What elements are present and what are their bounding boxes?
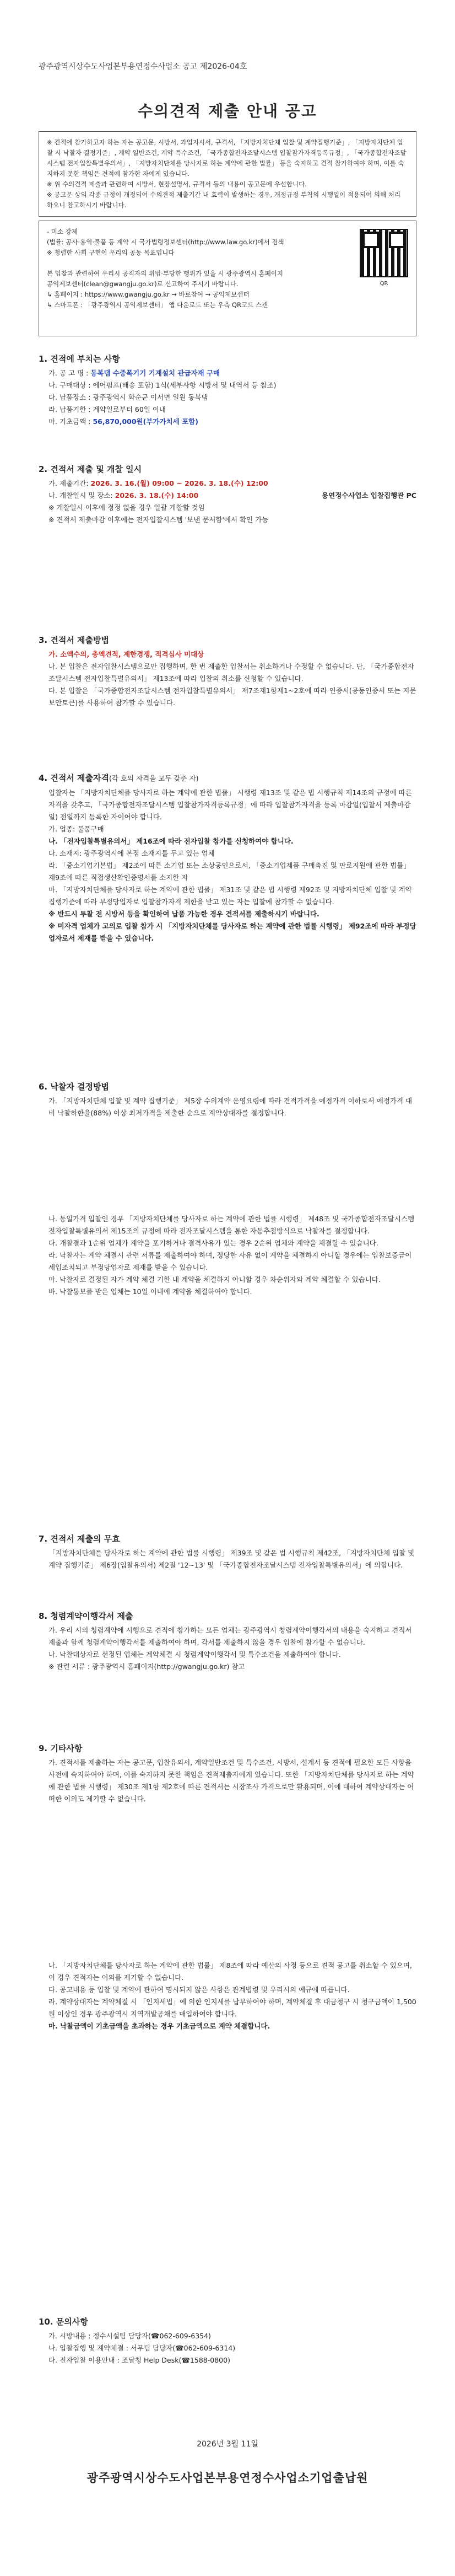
section-line: 나. 동일가격 입찰인 경우 「지방자치단체를 당사자로 하는 계약에 관한 법률 시행령」 제48조 및 국가종합전자조달시스템 전자입찰특별유의서 제15조의 규정에 따라 전자조달시스템을 통한 자동추첨방식으로 낙찰자를 결정합니다.: [48, 1215, 415, 1235]
section-1: [39, 353, 416, 428]
section-line: 「지방자치단체를 당사자로 하는 계약에 관한 법률 시행령」 제39조 및 같은 법 시행규칙 제42조, 「지방자치단체 입찰 및 계약 집행기준」 제6장(입찰유의서) 제2절 '12~13' 및 「국가종합전자조달시스템 전자입찰특별유의서」에 의합니다.: [48, 1549, 415, 1569]
section-line: 바. 낙찰통보를 받은 업체는 10일 이내에 계약을 체결하여야 합니다.: [48, 1287, 252, 1296]
guide-line: ※ 청렴한 사회 구현이 우리의 공동 목표입니다: [47, 249, 175, 256]
section-line: ※ 관련 서류 : 광주광역시 홈페이지(http://gwangju.go.kr) 참고: [48, 1662, 245, 1671]
section-heading: 10. 문의사항: [39, 2317, 88, 2327]
section-line: 마. 낙찰자로 결정된 자가 계약 체결 기한 내 계약을 체결하지 아니할 경우 차순위자와 계약 체결할 수 있습니다.: [48, 1275, 381, 1284]
section-8: [39, 1610, 416, 1673]
notice-name: 동복댐 수중폭기기 기계설치 관급자재 구매: [90, 369, 220, 377]
section-line: 가. 우리 시의 청렴계약에 시행으로 견적에 참가하는 모든 업체는 광주광역시 청렴계약이행각서의 내용을 숙지하고 견적서 제출과 함께 청렴계약이행각서를 제출하여야 하며, 각서를 제출하지 않을 경우 입찰에 참가할 수 없습니다.: [48, 1626, 412, 1646]
contact-line: 나. 입찰집행 및 계약체결 : 서무팀 담당자(☎062-609-6314): [48, 2344, 236, 2352]
section-heading: 3. 견적서 제출방법: [39, 635, 110, 645]
section-line: 마. 「지방자치단체를 당사자로 하는 계약에 관한 법률」 제31조 및 같은 법 시행령 제92조 및 지방자치단체 입찰 및 계약 집행기준에 따라 부정당업자로 입찰참가자격 제한을 받고 있는 자는 입찰에 참가할 수 없습니다.: [48, 886, 412, 906]
section-line: 나. 「지방자치단체를 당사자로 하는 계약에 관한 법률」 제8조에 따라 예산의 사정 등으로 견적 공고를 취소할 수 있으며, 이 경우 견적자는 이의를 제기할 수 없습니다.: [48, 1961, 412, 1982]
section-heading: 6. 낙찰자 결정방법: [39, 1082, 110, 1092]
guide-line: ↳ 홈페이지 : https://www.gwangju.go.kr → 바로참여 → 공익제보센터: [47, 291, 250, 298]
section-heading: 1. 견적에 부치는 사항: [39, 354, 120, 364]
section-line: 마. 낙찰금액이 기초금액을 초과하는 경우 기초금액으로 계약 체결합니다.: [48, 2022, 270, 2030]
qr-code[interactable]: [360, 229, 408, 286]
section-line: 가. 「지방자치단체 입찰 및 계약 집행기준」 제5장 수의계약 운영요령에 따라 견적가격을 예정가격 이하로서 예정가격 대비 낙찰하한율(88%) 이상 최저가격을 제출한 순으로 계약상대자를 결정합니다.: [48, 1097, 413, 1117]
note-line: ※ 개찰일시 이후에 정정 없을 경우 일괄 개찰할 것임: [48, 503, 205, 512]
section-line: 다. 개찰결과 1순위 업체가 계약을 포기하거나 결격사유가 있는 경우 2순위 업체와 계약을 체결할 수 있습니다.: [48, 1239, 378, 1247]
section-4: [39, 772, 416, 944]
section-line: 다. 본 입찰은 「국가종합전자조달시스템 전자입찰특별유의서」 제7조제1항제1~2호에 따라 인증서(공동인증서 또는 지문보안토큰)를 사용하여 참가할 수 있습니다.: [48, 686, 416, 707]
section-line: 입찰자는 「지방자치단체를 당사자로 하는 계약에 관한 법률」 시행령 제13조 및 같은 법 시행규칙 제14조의 규정에 따른 자격을 갖추고, 「국가종합전자조달시스템 입찰참가자격등록규정」에 따라 입찰참가자격을 등록 마감일(입찰서 제출마감일) 전일까지 등록한 자이어야 합니다.: [48, 788, 412, 821]
guide-line: - 미소 강제: [47, 228, 78, 235]
section-heading: 9. 기타사항: [39, 1743, 83, 1753]
opening-datetime: 나. 개찰일시 및 장소: 2026. 3. 18.(수) 14:00 용연정수사업소 입찰집행관 PC: [48, 491, 416, 500]
guide-line: (법률: 공사·용역·물품 등 계약 시 국가법령정보센터(http://www.law.go.kr)에서 검색: [47, 238, 284, 246]
notice-line: ※ 견적에 참가하고자 하는 자는 공고문, 시방서, 과업지시서, 규격서, 「지방자치단체 입찰 및 계약집행기준」, 「지방자치단체 입찰 시 낙찰자 결정기준」, 계약 일반조건, 계약 특수조건, 「국가종합전자조달시스템 입찰참가자격등록규정」, 「국가종합전자조달시스템 전자입찰특별유의서」, 「지방자치단체를 당사자로 하는 계약에 관한 법률」 등을 숙지하고 견적 참가하여야 하며, 이를 숙지하지 못한 책임은 견적에 참가한 자에게 있습니다.: [47, 138, 407, 178]
section-line: 나. 「전자입찰특별유의서」 제16조에 따라 전자입찰 참가를 신청하여야 합니다.: [48, 837, 294, 845]
guide-line: ↳ 스마트폰 : 「광주광역시 공익제보센터」 앱 다운로드 또는 우측 QR코드 스캔: [47, 301, 268, 309]
item-row: 다. 납품장소 : 광주광역시 화순군 이서면 일원 동복댐: [48, 393, 208, 401]
contact-line: 가. 시방내용 : 정수시설팀 담당자(☎062-609-6354): [48, 2332, 211, 2340]
section-line: 다. 공고내용 등 입찰 및 계약에 관하여 명시되지 않은 사항은 관계법령 및 우리시의 예규에 따릅니다.: [48, 1985, 350, 1994]
notice-date: 2026년 3월 11일: [197, 2440, 258, 2449]
section-heading: 8. 청렴계약이행각서 제출: [39, 1611, 133, 1621]
section-line: 가. 견적서를 제출하는 자는 공고문, 입찰유의서, 계약일반조건 및 특수조건, 시방서, 설계서 등 견적에 필요한 모든 사항을 사전에 숙지하여야 하며, 이를 숙지하지 못한 책임은 견적제출자에게 있습니다. 또한 「지방자치단체를 당사자로 하는 계약에 관한 법률 시행령」 제30조 제1항 제2호에 따른 견적서는 시장조사 가격으로만 활용되며, 이에 대하여 계약상대자는 어떠한 이의도 제기할 수 없습니다.: [48, 1758, 414, 1803]
section-line: ※ 미자격 업체가 고의로 입찰 참가 시 「지방자치단체를 당사자로 하는 계약에 관한 법률 시행령」 제92조에 따라 부정당업자로서 제재를 받을 수 있습니다.: [48, 922, 416, 942]
base-amount: 56,870,000원(부가가치세 포함): [93, 417, 198, 426]
item-row: 마. 기초금액 : 56,870,000원(부가가치세 포함): [48, 417, 198, 426]
section-9: [39, 1742, 416, 2032]
item-row: 라. 납품기한 : 계약일로부터 60일 이내: [48, 405, 166, 414]
qr-caption: QR: [380, 281, 388, 287]
section-line: 나. 본 입찰은 전자입찰시스템으로만 집행하며, 한 번 제출한 입찰서는 취소하거나 수정할 수 없습니다. 단, 「국가종합전자조달시스템 전자입찰특별유의서」 제13조에 따라 입찰의 취소를 신청할 수 있습니다.: [48, 662, 414, 683]
guide-line: 본 입찰과 관련하여 우리시 공직자의 위법·부당한 행위가 있을 시 광주광역시 홈페이지: [47, 270, 284, 277]
integrity-guide-box: [39, 221, 416, 336]
page-title: 수의견적 제출 안내 공고: [138, 102, 317, 120]
section-line: 가. 업종: 물품구매: [48, 825, 104, 833]
issuing-organization: 광주광역시상수도사업본부용연정수사업소기업출납원: [86, 2471, 369, 2484]
section-line: 라. 계약상대자는 계약체결 시 「인지세법」에 의한 인지세를 납부하여야 하며, 계약체결 후 대금청구 시 청구금액이 1,500원 이상인 경우 광주광역시 지역개발공채를 매입하여야 합니다.: [48, 1998, 416, 2018]
section-line: 가. 소액수의, 총액견적, 제한경쟁, 적격심사 미대상: [48, 650, 204, 658]
item-row: 나. 구매대상 : 에어펌프(배송 포함) 1식(세부사항 시방서 및 내역서 등 참조): [48, 381, 277, 389]
notice-line: ※ 공고문 상의 각종 규정이 개정되어 수의견적 제출기간 내 효력이 발생하는 경우, 개정규정 부칙의 시행일이 적용되어 의해 처리 하오니 참고하시기 바랍니다.: [47, 191, 400, 209]
submission-period: 가. 제출기간: 2026. 3. 16.(월) 09:00 ~ 2026. 3. 18.(수) 12:00: [48, 479, 268, 487]
public-notice-number: 광주광역시상수도사업본부용연정수사업소 공고 제2026-04호: [39, 62, 247, 71]
notice-line: ※ 위 수의견적 제출과 관련하여 시방서, 현장설명서, 규격서 등의 내용이 공고문에 우선합니다.: [47, 180, 307, 188]
section-10: [39, 2316, 416, 2366]
section-2: [39, 463, 416, 526]
guide-line: [47, 258, 408, 269]
section-line: 라. 낙찰자는 계약 체결시 관련 서류를 제출하여야 하며, 정당한 사유 없이 계약을 체결하지 아니할 경우에는 입찰보증금이 세입조치되고 부정당업자로 제재를 받을 수 있습니다.: [48, 1251, 412, 1271]
contact-line: 다. 전자입찰 이용안내 : 조달청 Help Desk(☎1588-0800): [48, 2356, 230, 2364]
section-line: 라. 「중소기업기본법」 제2조에 따른 소기업 또는 소상공인으로서, 「중소기업제품 구매촉진 및 판로지원에 관한 법률」 제9조에 따른 직접생산확인증명서를 소지한 자: [48, 861, 410, 882]
section-line: ※ 반드시 투찰 전 시방서 등을 확인하여 납품 가능한 경우 견적서를 제출하시기 바랍니다.: [48, 910, 319, 918]
section-heading: 2. 견적서 제출 및 개찰 일시: [39, 464, 142, 474]
qr-code-icon: [360, 229, 408, 277]
section-line: 다. 소재지: 광주광역시에 본점 소재지를 두고 있는 업체: [48, 849, 215, 857]
section-heading: 4. 견적서 제출자격(각 호의 자격을 모두 갖춘 자): [39, 773, 199, 783]
note-line: ※ 견적서 제출마감 이후에는 전자입찰시스템 '보낸 문서함'에서 확인 가능: [48, 516, 269, 524]
section-7: [39, 1533, 416, 1571]
section-heading: 7. 견적서 제출의 무효: [39, 1534, 120, 1544]
guide-line: 공익제보센터(clean@gwangju.go.kr)로 신고하여 주시기 바랍니다.: [47, 280, 239, 288]
section-3: [39, 634, 416, 709]
section-line: 나. 낙찰대상자로 선정된 업체는 계약체결 시 청렴계약이행각서 및 특수조건을 제출하여야 합니다.: [48, 1650, 341, 1659]
notice-box: [39, 131, 416, 217]
section-6: [39, 1081, 416, 1298]
item-row: 가. 공 고 명 : 동복댐 수중폭기기 기계설치 관급자재 구매: [48, 369, 220, 377]
